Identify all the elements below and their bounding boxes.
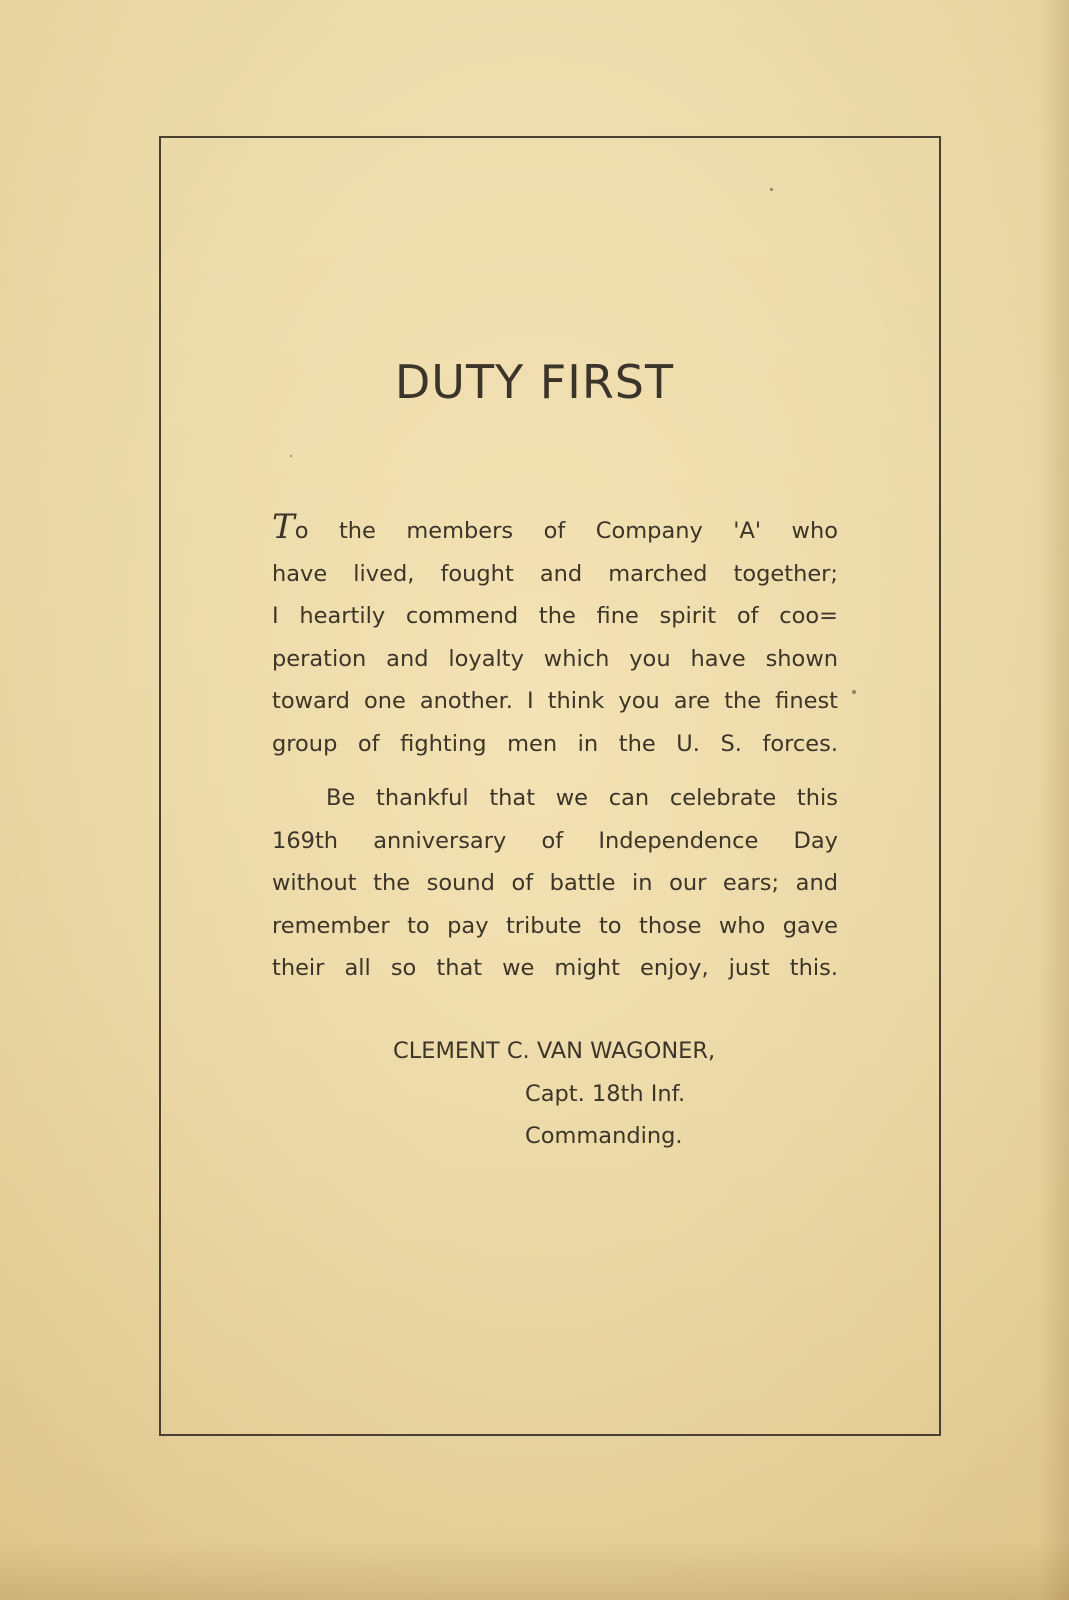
paragraph-one-line: have lived, fought and marched together; — [272, 560, 838, 587]
page-edge-shadow — [1039, 0, 1069, 1600]
paper-speck — [290, 455, 292, 457]
paragraph-two-line: their all so that we might enjoy, just this. — [272, 955, 838, 981]
paragraph-one-line: I heartily commend the fine spirit of coo= — [272, 603, 838, 629]
paragraph-two-line: without the sound of battle in our ears; and — [272, 870, 838, 896]
paper-speck — [770, 188, 773, 191]
signature-block — [393, 1030, 715, 1158]
paragraph-one-line: toward one another. I think you are the finest — [272, 688, 838, 714]
paragraph-two-line: 169th anniversary of Independence Day — [272, 827, 838, 854]
paragraph-two-line: Be thankful that we can celebrate this — [326, 785, 838, 811]
paragraph-one-line: peration and loyalty which you have shown — [272, 645, 838, 672]
letter-body — [272, 507, 838, 990]
page-title: DUTY FIRST — [394, 355, 675, 409]
page-bottom-shadow — [0, 1540, 1069, 1600]
signature-rank: Capt. 18th Inf. — [525, 1080, 686, 1107]
paragraph-two — [272, 777, 838, 990]
paragraph-one-line — [272, 507, 838, 553]
paragraph-two-line: remember to pay tribute to those who gave — [272, 912, 838, 939]
paragraph-one-line: group of fighting men in the U. S. forces. — [272, 730, 838, 757]
drop-cap: T — [272, 507, 295, 547]
paper-speck — [852, 690, 856, 694]
signature-name: CLEMENT C. VAN WAGONER, — [393, 1038, 716, 1064]
paragraph-one — [272, 507, 838, 765]
line-text: o the members of Company 'A' who — [294, 518, 838, 544]
signature-role: Commanding. — [525, 1123, 683, 1149]
